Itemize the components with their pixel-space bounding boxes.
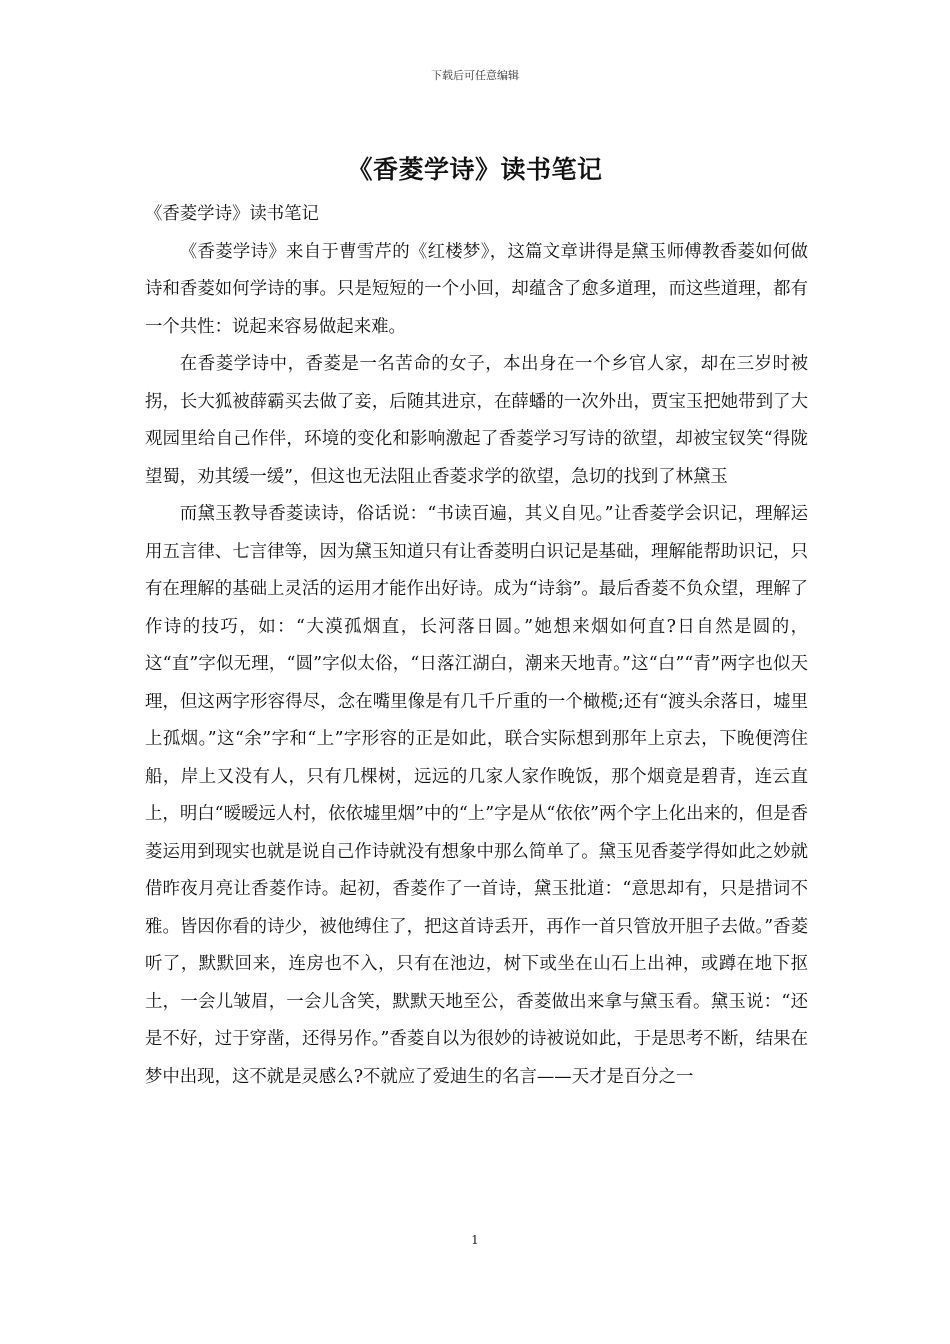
document-title: 《香菱学诗》读书笔记 — [347, 155, 603, 184]
subtitle-paragraph: 《香菱学诗》读书笔记 — [145, 204, 319, 224]
document-body — [145, 196, 808, 1096]
body-paragraph: 而黛玉教导香菱读诗，俗话说：“书读百遍，其义自见。”让香菱学会识记，理解运用五言律、七言律等，因为黛玉知道只有让香菱明白识记是基础，理解能帮助识记，只有在理解的基础上灵活的运用才能作出好诗。成为“诗翁”。最后香菱不负众望，理解了作诗的技巧，如：“大漠孤烟直，长河落日圆。”她想来烟如何直?日自然是圆的，这“直”字似无理，“圆”字似太俗，“日落江湖白，潮来天地青。”这“白”“青”两字也似天理，但这两字形容得尽，念在嘴里像是有几千斤重的一个橄榄;还有“渡头余落日，墟里上孤烟。”这“余”字和“上”字形容的正是如此，联合实际想到那年上京去，下晚便湾住船，岸上又没有人，只有几棵树，远远的几家人家作晚饭，那个烟竟是碧青，连云直上，明白“暧暧远人村，依依墟里烟”中的“上”字是从“依依”两个字上化出来的，但是香菱运用到现实也就是说自己作诗就没有想象中那么简单了。黛玉见香菱学得如此之妙就借昨夜月亮让香菱作诗。起初，香菱作了一首诗，黛玉批道：“意思却有，只是措词不雅。皆因你看的诗少，被他缚住了，把这首诗丢开，再作一首只管放开胆子去做。”香菱听了，默默回来，连房也不入，只有在池边，树下或坐在山石上出神，或蹲在地下抠土，一会儿皱眉，一会儿含笑，默默天地至公，香菱做出来拿与黛玉看。黛玉说：“还是不好，过于穿凿，还得另作。”香菱自以为很妙的诗被说如此，于是思考不断，结果在梦中出现，这不就是灵感么?不就应了爱迪生的名言——天才是百分之一 — [145, 504, 808, 1087]
page-number: 1 — [471, 1233, 479, 1247]
header-note: 下载后可任意编辑 — [431, 69, 519, 82]
body-paragraph: 在香菱学诗中，香菱是一名苦命的女子，本出身在一个乡官人家，却在三岁时被拐，长大狐被薛霸买去做了妾，后随其进京，在薛蟠的一次外出，贾宝玉把她带到了大观园里给自己作伴，环境的变化和影响激起了香菱学习写诗的欲望，却被宝钗笑“得陇望蜀，劝其缓一缓”，但这也无法阻止香菱求学的欲望，急切的找到了林黛玉 — [145, 354, 808, 487]
body-paragraph: 《香菱学诗》来自于曹雪芹的《红楼梦》，这篇文章讲得是黛玉师傅教香菱如何做诗和香菱如何学诗的事。只是短短的一个小回，却蕴含了愈多道理，而这些道理，都有一个共性：说起来容易做起来难。 — [145, 241, 808, 337]
